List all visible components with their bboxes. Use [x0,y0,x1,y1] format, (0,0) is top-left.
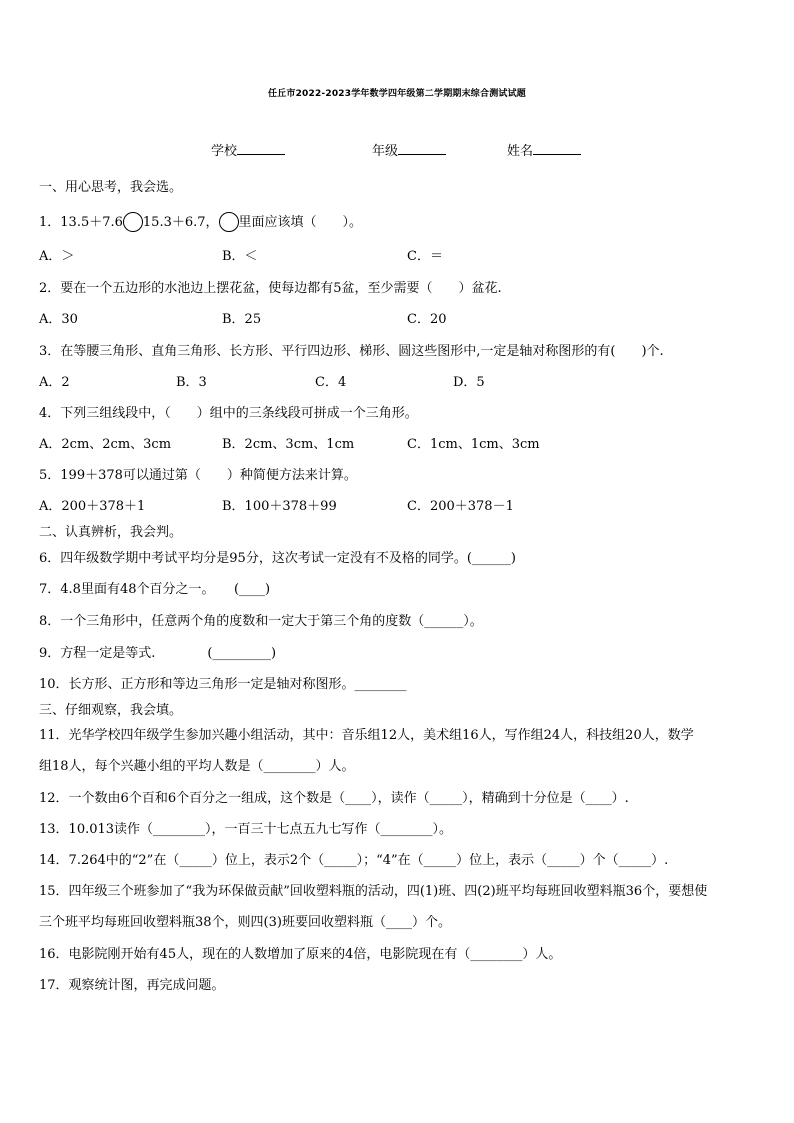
page-title: 任丘市2022-2023学年数学四年级第二学期期末综合测试试题 [267,89,527,99]
q4-option-b: B．2cm、3cm、1cm [222,437,355,452]
q3-option-c: C．4 [315,375,347,390]
question-15-line-1: 15．四年级三个班参加了“我为环保做贡献”回收塑料瓶的活动，四(1)班、四(2)班平均每班回收塑料瓶36个，要想使 [39,884,708,899]
q1-option-a: A．＞ [39,249,75,264]
q2-option-c: C．20 [407,312,447,327]
blank-circle-icon [219,212,239,232]
q3-option-a: A．2 [39,375,70,390]
blank-circle-icon [123,212,143,232]
q2-option-a: A．30 [39,312,78,327]
question-7: 7．4.8里面有48个百分之一。 (____) [39,582,271,597]
q3-option-d: D．5 [453,375,485,390]
q3-option-b: B．3 [176,375,207,390]
question-11-line-2: 组18人，每个兴趣小组的平均人数是（________）人。 [39,759,355,774]
section-1-heading: 一、用心思考，我会选。 [39,180,183,195]
question-14: 14．7.264中的“2”在（_____）位上，表示2个（_____）；“4”在（_____）位上，表示（_____）个（_____）. [39,853,669,868]
question-12: 12．一个数由6个百和6个百分之一组成，这个数是（____），读作（_____），精确到十分位是（____）. [39,791,629,806]
section-2-heading: 二、认真辨析，我会判。 [39,525,183,540]
q1-part-b: 15.3＋6.7， [142,215,219,230]
q5-option-b: B．100＋378＋99 [222,499,337,514]
section-3-heading: 三、仔细观察，我会填。 [39,703,183,718]
q2-option-b: B．25 [222,312,262,327]
name-field [507,140,581,159]
question-13: 13．10.013读作（________），一百三十七点五九七写作（________）。 [39,822,453,837]
question-17: 17．观察统计图，再完成问题。 [39,978,225,993]
question-11-line-1: 11．光华学校四年级学生参加兴趣小组活动，其中：音乐组12人，美术组16人，写作组24人，科技组20人，数学 [39,728,694,743]
question-1 [39,212,362,232]
grade-blank [398,143,446,155]
q1-option-b: B．＜ [222,249,258,264]
school-blank [237,143,285,155]
q1-part-c: 里面应该填（ ）。 [238,215,363,230]
q4-option-a: A．2cm、2cm、3cm [39,437,172,452]
question-16: 16．电影院刚开始有45人，现在的人数增加了原来的4倍，电影院现在有（________）人。 [39,947,562,962]
question-5: 5．199＋378可以通过第（ ）种简便方法来计算。 [39,468,357,483]
name-blank [533,143,581,155]
question-3: 3．在等腰三角形、直角三角形、长方形、平行四边形、梯形、圆这些图形中,一定是轴对称图形的有( )个. [39,344,664,359]
question-15-line-2: 三个班平均每班回收塑料瓶38个，则四(3)班要回收塑料瓶（____）个。 [39,915,451,930]
question-4: 4．下列三组线段中，（ ）组中的三条线段可拼成一个三角形。 [39,406,418,421]
question-2: 2．要在一个五边形的水池边上摆花盆，使每边都有5盆，至少需要（ ）盆花. [39,281,502,296]
question-9: 9．方程一定是等式. (_________) [39,646,277,661]
q4-option-c: C．1cm、1cm、3cm [407,437,540,452]
grade-label: 年级 [372,144,399,159]
name-label: 姓名 [507,144,534,159]
school-label: 学校 [211,144,238,159]
q1-part-a: 1．13.5＋7.6 [39,215,123,230]
school-field [211,140,285,159]
grade-field [372,140,446,159]
question-10: 10．长方形、正方形和等边三角形一定是轴对称图形。________ [39,677,407,692]
question-6: 6．四年级数学期中考试平均分是95分，这次考试一定没有不及格的同学。(______) [39,551,516,566]
q1-option-c: C．＝ [407,249,443,264]
question-8: 8．一个三角形中，任意两个角的度数和一定大于第三个角的度数（______）。 [39,614,483,629]
q5-option-a: A．200＋378＋1 [39,499,146,514]
q5-option-c: C．200＋378－1 [407,499,514,514]
